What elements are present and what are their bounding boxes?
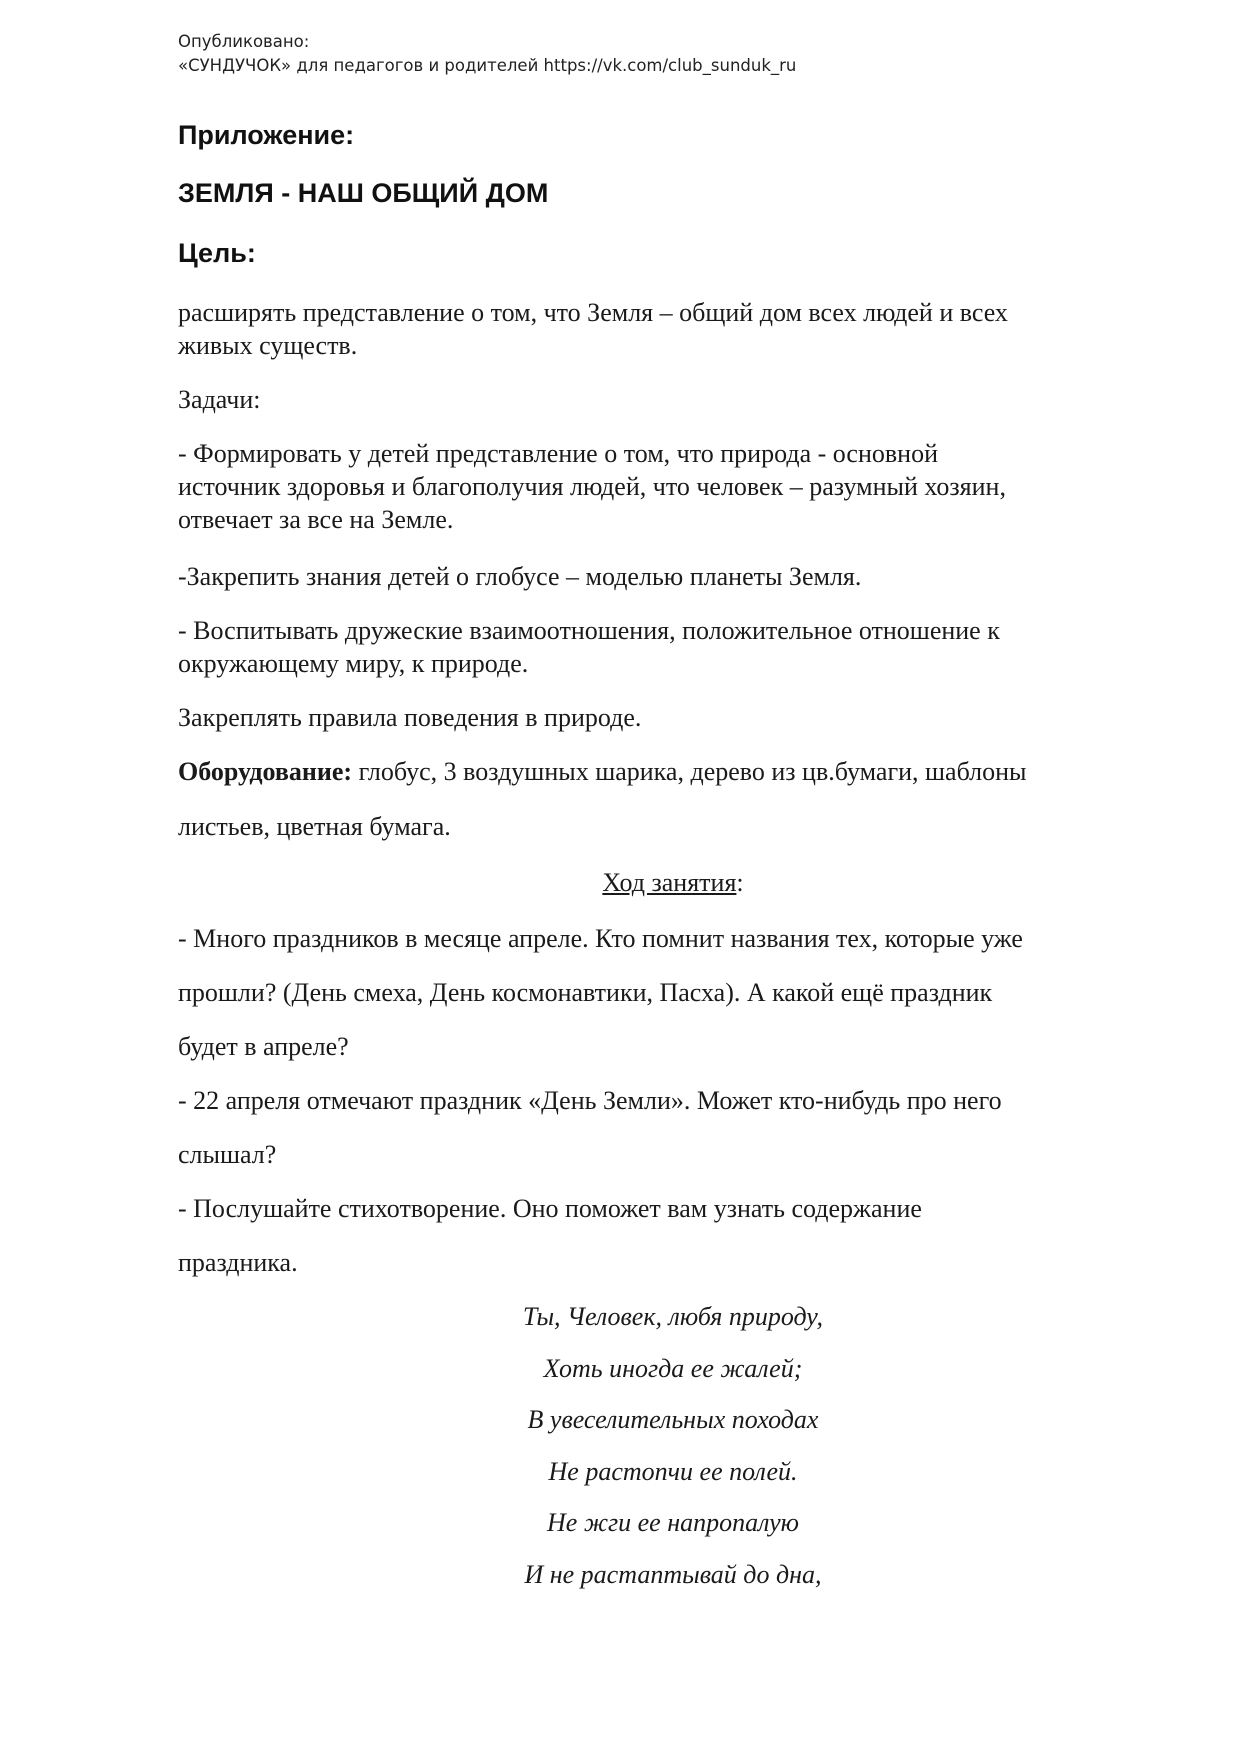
task-item-line: отвечает за все на Земле. bbox=[178, 505, 454, 534]
lesson-heading-colon: : bbox=[736, 868, 744, 897]
poem-line: И не растаптывай до дна, bbox=[524, 1560, 822, 1589]
goal-heading: Цель: bbox=[178, 238, 256, 268]
tasks-label: Задачи: bbox=[178, 385, 261, 414]
lesson-paragraph-line: - 22 апреля отмечают праздник «День Земли». Может кто-нибудь про него bbox=[178, 1086, 1002, 1115]
lesson-paragraph-line: - Много праздников в месяце апреле. Кто помнит названия тех, которые уже bbox=[178, 924, 1023, 953]
task-item: -Закрепить знания детей о глобусе – моделью планеты Земля. bbox=[178, 562, 862, 591]
goal-text-line: живых существ. bbox=[178, 331, 358, 360]
equipment-label: Оборудование: bbox=[178, 757, 353, 786]
poem-line: Хоть иногда ее жалей; bbox=[543, 1354, 803, 1383]
poem-line: Не растопчи ее полей. bbox=[548, 1457, 798, 1486]
lesson-paragraph-line: слышал? bbox=[178, 1140, 277, 1169]
publication-label: Опубликовано: bbox=[178, 32, 310, 51]
equipment-text: глобус, 3 воздушных шарика, дерево из цв.бумаги, шаблоны bbox=[352, 757, 1027, 786]
lesson-heading-text: Ход занятия bbox=[602, 868, 737, 897]
lesson-paragraph-line: будет в апреле? bbox=[178, 1032, 349, 1061]
document-title: ЗЕМЛЯ - НАШ ОБЩИЙ ДОМ bbox=[178, 178, 549, 208]
equipment-line bbox=[178, 755, 1168, 788]
task-item-line: - Воспитывать дружеские взаимоотношения, положительное отношение к bbox=[178, 616, 1000, 645]
lesson-paragraph-line: праздника. bbox=[178, 1248, 298, 1277]
lesson-heading bbox=[178, 866, 1168, 899]
poem-line: Не жги ее напропалую bbox=[547, 1508, 799, 1537]
task-item-line: окружающему миру, к природе. bbox=[178, 649, 529, 678]
poem-line: В увеселительных походах bbox=[527, 1405, 819, 1434]
publication-source: «СУНДУЧОК» для педагогов и родителей https://vk.com/club_sunduk_ru bbox=[178, 56, 797, 75]
lesson-paragraph-line: - Послушайте стихотворение. Оно поможет вам узнать содержание bbox=[178, 1194, 922, 1223]
task-item-line: источник здоровья и благополучия людей, что человек – разумный хозяин, bbox=[178, 472, 1006, 501]
equipment-line: листьев, цветная бумага. bbox=[178, 812, 451, 841]
goal-text-line: расширять представление о том, что Земля – общий дом всех людей и всех bbox=[178, 298, 1008, 327]
lesson-paragraph-line: прошли? (День смеха, День космонавтики, Пасха). А какой ещё праздник bbox=[178, 978, 993, 1007]
task-item: Закреплять правила поведения в природе. bbox=[178, 703, 642, 732]
appendix-heading: Приложение: bbox=[178, 120, 355, 150]
poem-line: Ты, Человек, любя природу, bbox=[522, 1302, 824, 1331]
task-item-line: - Формировать у детей представление о том, что природа - основной bbox=[178, 439, 938, 468]
